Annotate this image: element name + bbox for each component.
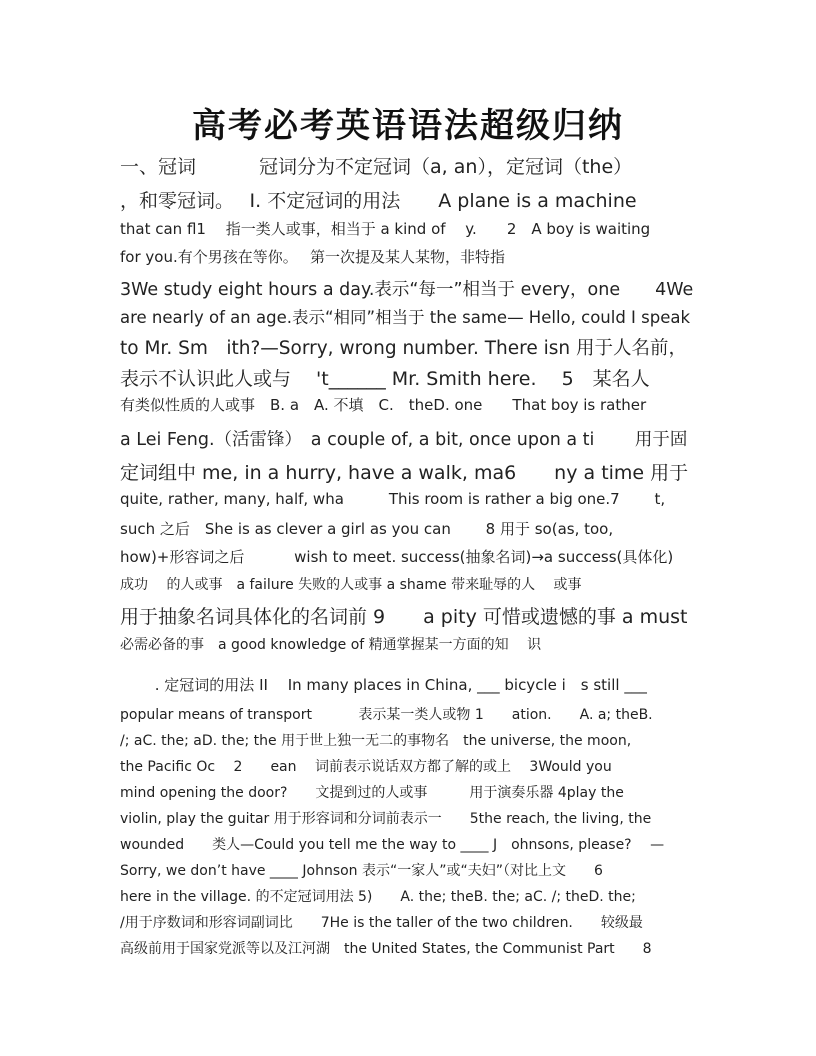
text-line: ，和零冠词。 I. 不定冠词的用法 A plane is a machine: [120, 190, 637, 212]
text-line: to Mr. Sm ith?—Sorry, wrong number. There isn 用于人名前，: [120, 338, 687, 359]
text-line: Sorry, we don’t have ____ Johnson 表示“一家人”或“夫妇”（对比上文 6: [120, 863, 603, 879]
text-line: 用于抽象名词具体化的名词前 9 a pity 可惜或遗憾的事 a must: [120, 606, 688, 628]
text-line: the Pacific Oc 2 ean 词前表示说话双方都了解的或上 3Would you: [120, 759, 612, 775]
text-line: 成功 的人或事 a failure 失败的人或事 a shame 带来耻辱的人 或事: [120, 577, 582, 593]
text-line: violin, play the guitar 用于形容词和分词前表示一 5the reach, the living, the: [120, 811, 652, 827]
text-line: quite, rather, many, half, wha This room is rather a big one.7 t,: [120, 490, 666, 508]
text-line: are nearly of an age.表示“相同”相当于 the same— Hello, could I speak: [120, 308, 691, 327]
text-line: . 定冠词的用法 II In many places in China, ___ bicycle i s still ___: [120, 676, 647, 694]
text-line: 高级前用于国家党派等以及江河湖 the United States, the Communist Part 8: [120, 941, 652, 957]
text-line: mind opening the door? 文提到过的人或事 用于演奏乐器 4play the: [120, 785, 624, 801]
text-line: 一、冠词 冠词分为不定冠词（a, an），定冠词（the）: [120, 156, 633, 178]
text-line: popular means of transport 表示某一类人或物 1 ation. A. a; theB.: [120, 707, 653, 723]
text-line: that can fl1 指一类人或事，相当于 a kind of y. 2 A boy is waiting: [120, 220, 651, 238]
text-line: how)+形容词之后 wish to meet. success(抽象名词)→a success(具体化): [120, 548, 674, 566]
text-line: 3We study eight hours a day.表示“每一”相当于 every，one 4We: [120, 280, 694, 300]
text-line: here in the village. 的不定冠词用法 5) A. the; theB. the; aC. /; theD. the;: [120, 889, 636, 905]
text-line: such 之后 She is as clever a girl as you can 8 用于 so(as, too,: [120, 520, 614, 538]
text-line: 有类似性质的人或事 B. a A. 不填 C. theD. one That boy is rather: [120, 396, 647, 414]
text-line: 定词组中 me, in a hurry, have a walk, ma6 ny a time 用于: [120, 462, 689, 484]
text-line: /; aC. the; aD. the; the 用于世上独一无二的事物名 the universe, the moon,: [120, 733, 632, 749]
text-line: wounded 类人—Could you tell me the way to ____ J ohnsons, please? —: [120, 837, 665, 853]
text-line: for you.有个男孩在等你。 第一次提及某人某物，非特指: [120, 248, 505, 266]
document-title: 高考必考英语语法超级归纳: [192, 106, 624, 146]
text-line: a Lei Feng.（活雷锋） a couple of, a bit, once upon a ti 用于固: [120, 430, 688, 450]
text-line: 表示不认识此人或与 't______ Mr. Smith here. 5 某名人: [120, 368, 650, 390]
text-line: /用于序数词和形容词副词比 7He is the taller of the two children. 较级最: [120, 915, 643, 931]
text-line: 必需必备的事 a good knowledge of 精通掌握某一方面的知 识: [120, 637, 542, 653]
